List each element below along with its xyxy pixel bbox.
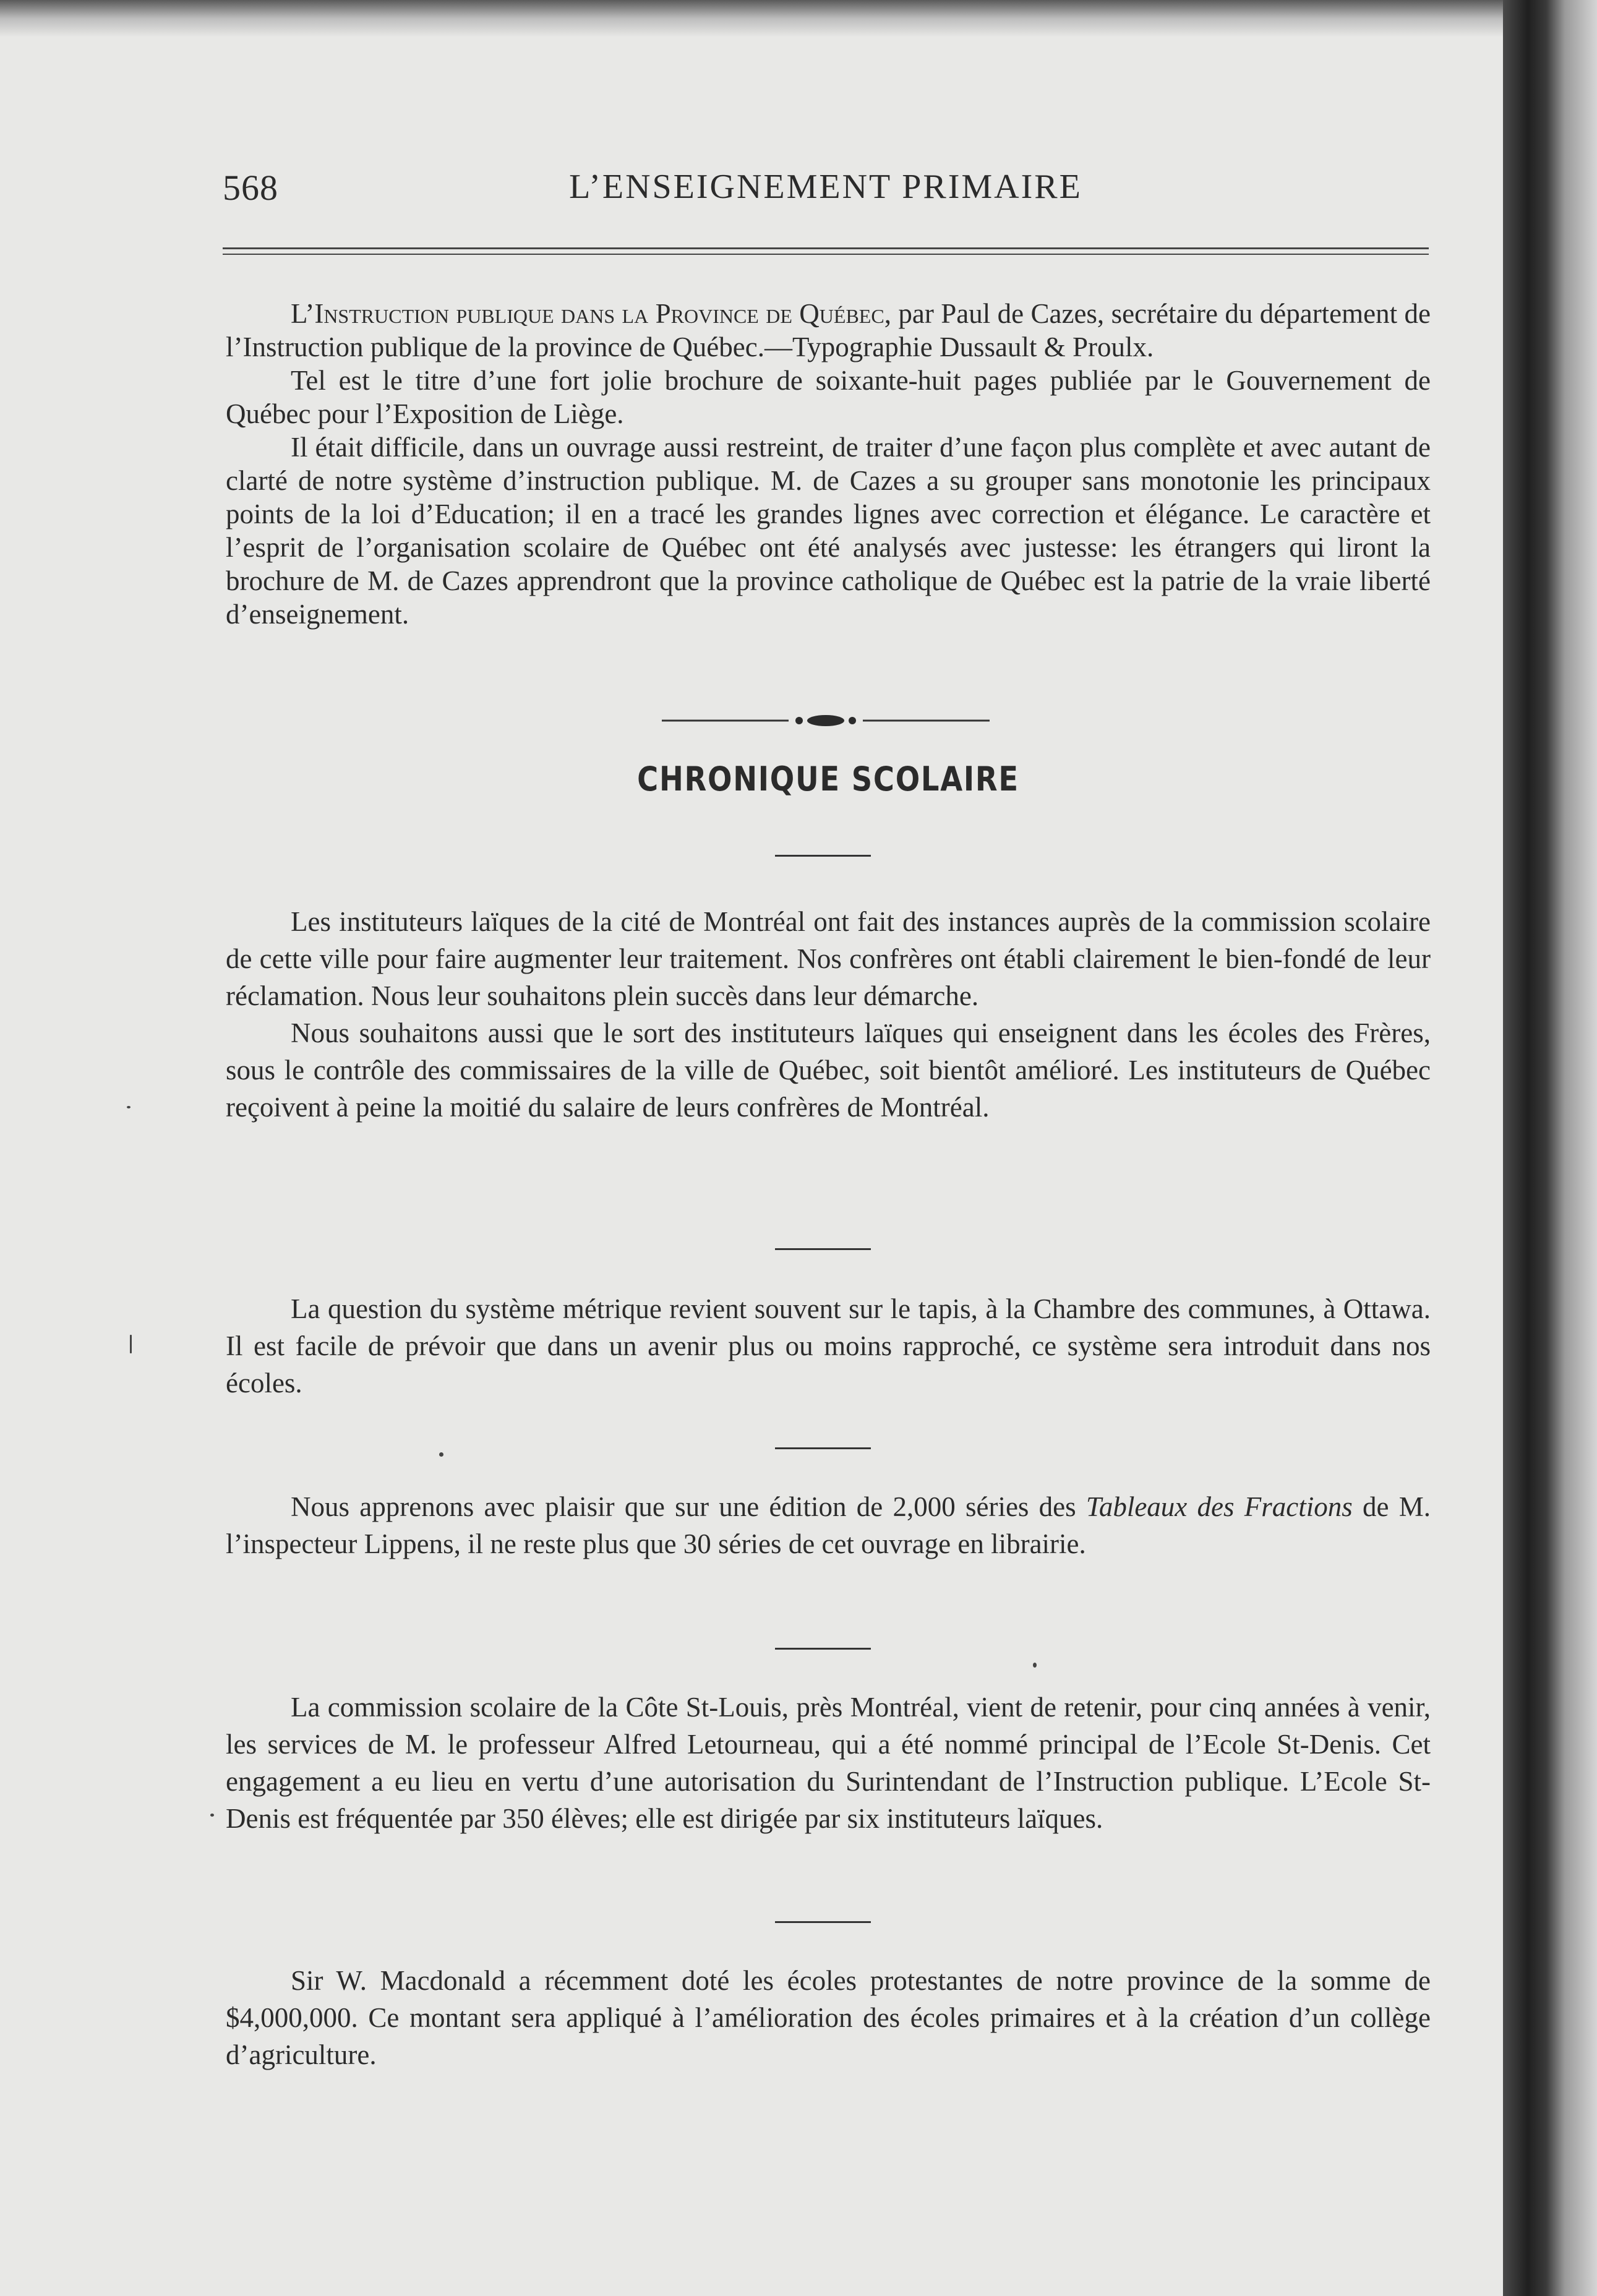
text-run: Nous apprenons avec plaisir que sur une édition de 2,000 séries des	[291, 1491, 1086, 1522]
scan-speck	[1033, 1663, 1037, 1668]
scan-speck	[127, 1106, 131, 1108]
chronicle-item-metric	[226, 1290, 1431, 1402]
chronicle-paragraph	[226, 1488, 1431, 1562]
review-paragraph: Il était difficile, dans un ouvrage aussi restreint, de traiter d’une façon plus complète et avec autant de clarté de notre système d’instruction publique. M. de Cazes a su grouper sans monotonie les principaux points de la loi d’Education; il en a tracé les grandes lignes avec correction et élégance. Le caractère et l’esprit de l’organisation scolaire de Québec ont été analysés avec justesse: les étrangers qui liront la brochure de M. de Cazes apprendront que la province catholique de Québec est la patrie de la vraie liberté d’enseignement.	[226, 432, 1431, 630]
section-rule	[775, 855, 871, 857]
page-number: 568	[223, 168, 278, 208]
header-rule-bottom	[223, 254, 1429, 255]
chronicle-paragraph: La commission scolaire de la Côte St-Louis, près Montréal, vient de retenir, pour cinq années à venir, les services de M. le professeur Alfred Letourneau, qui a été nommé principal de l’Ecole St-Denis. Cet engagement a eu lieu en vertu d’une autorisation du Surintendant de l’Instruction publique. L’Ecole St-Denis est fréquentée par 350 élèves; elle est dirigée par six instituteurs laïques.	[226, 1692, 1431, 1834]
item-separator	[775, 1248, 871, 1250]
book-title-italic: Tableaux des Fractions	[1085, 1491, 1353, 1522]
ornament-divider	[662, 711, 990, 730]
scan-speck	[439, 1452, 443, 1457]
chronicle-paragraph: Nous souhaitons aussi que le sort des instituteurs laïques qui enseignent dans les écoles des Frères, sous le contrôle des commissaires de la ville de Québec, soit bientôt amélioré. Les instituteurs de Québec reçoivent à peine la moitié du salaire de leurs confrères de Montréal.	[226, 1017, 1431, 1123]
running-head	[223, 167, 1429, 216]
chronicle-paragraph: La question du système métrique revient souvent sur le tapis, à la Chambre des communes, à Ottawa. Il est facile de prévoir que dans un avenir plus ou moins rapproché, ce système sera introduit dans nos écoles.	[226, 1293, 1431, 1399]
item-separator	[775, 1447, 871, 1449]
chronicle-item-fractions	[226, 1488, 1431, 1562]
text-run: de M. l’inspecteur Lippens, il ne reste plus que 30 séries de cet ouvrage en librairie.	[226, 1491, 1431, 1559]
page-binding-edge	[1503, 0, 1597, 2296]
review-book-title: L’Instruction publique dans la Province de Québec	[291, 298, 884, 329]
item-separator	[775, 1921, 871, 1923]
item-separator	[775, 1648, 871, 1650]
chronicle-item-letourneau	[226, 1689, 1431, 1837]
section-title: CHRONIQUE SCOLAIRE	[637, 760, 1019, 799]
scan-shadow	[0, 0, 1503, 37]
header-rule-top	[223, 247, 1429, 249]
book-review	[226, 297, 1431, 631]
scan-speck	[210, 1814, 214, 1817]
chronicle-item-salaries	[226, 903, 1431, 1126]
chronicle-paragraph: Les instituteurs laïques de la cité de Montréal ont fait des instances auprès de la commission scolaire de cette ville pour faire augmenter leur traitement. Nos confrères ont établi clairement le bien-fondé de leur réclamation. Nous leur souhaitons plein succès dans leur démarche.	[226, 906, 1431, 1011]
review-citation-text: , par Paul de Cazes, secrétaire du département de l’Instruction publique de la province de Québec.—Typographie Dussault & Proulx.	[226, 298, 1431, 362]
chronicle-item-macdonald	[226, 1962, 1431, 2073]
review-paragraph: Tel est le titre d’une fort jolie brochure de soixante-huit pages publiée par le Gouvernement de Québec pour l’Exposition de Liège.	[226, 365, 1431, 429]
review-citation	[226, 297, 1431, 364]
running-title: L’ENSEIGNEMENT PRIMAIRE	[569, 168, 1082, 206]
chronicle-paragraph: Sir W. Macdonald a récemment doté les écoles protestantes de notre province de la somme de $4,000,000. Ce montant sera appliqué à l’amélioration des écoles primaires et à la création d’un collège d’agriculture.	[226, 1965, 1431, 2070]
scan-speck	[130, 1335, 132, 1353]
